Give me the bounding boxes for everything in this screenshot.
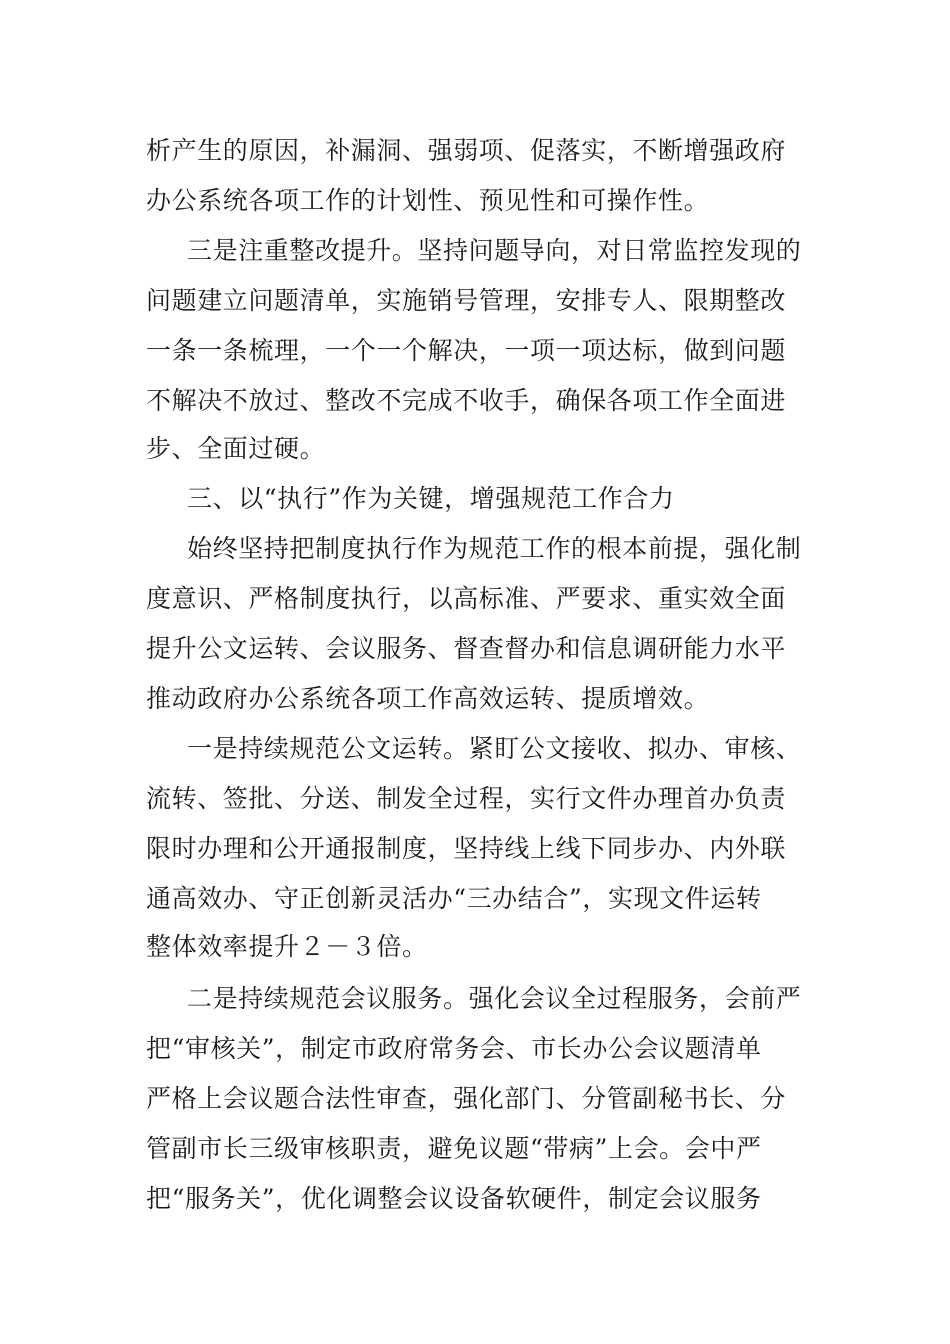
text-line: 一条一条梳理，一个一个解决，一项一项达标，做到问题	[146, 336, 787, 365]
text-line: 流转、签批、分送、制发全过程，实行文件办理首办负责	[146, 784, 787, 813]
text-line: 通高效办、守正创新灵活办“三办结合”，实现文件运转	[146, 884, 762, 913]
text-line: 问题建立问题清单，实施销号管理，安排专人、限期整改	[146, 286, 787, 315]
paragraph-start-line: 始终坚持把制度执行作为规范工作的根本前提，强化制	[187, 534, 802, 563]
text-line: 度意识、严格制度执行，以高标准、严要求、重实效全面	[146, 584, 787, 613]
text-line: 推动政府办公系统各项工作高效运转、提质增效。	[146, 684, 710, 713]
text-line: 办公系统各项工作的计划性、预见性和可操作性。	[146, 186, 710, 215]
paragraph-start-line: 二是持续规范会议服务。强化会议全过程服务，会前严	[187, 984, 802, 1013]
text-line: 限时办理和公开通报制度，坚持线上线下同步办、内外联	[146, 834, 787, 863]
paragraph-start-line: 三是注重整改提升。坚持问题导向，对日常监控发现的	[187, 236, 802, 265]
section-heading: 三、以“执行”作为关键，增强规范工作合力	[187, 484, 675, 513]
text-line: 管副市长三级审核职责，避免议题“带病”上会。会中严	[146, 1134, 762, 1163]
text-line: 把“服务关”，优化调整会议设备软硬件，制定会议服务	[146, 1184, 762, 1213]
text-line: 步、全面过硬。	[146, 434, 326, 463]
text-line: 把“审核关”，制定市政府常务会、市长办公会议题清单	[146, 1034, 762, 1063]
text-line: 严格上会议题合法性审查，强化部门、分管副秘书长、分	[146, 1084, 787, 1113]
paragraph-start-line: 一是持续规范公文运转。紧盯公文接收、拟办、审核、	[187, 734, 802, 763]
text-line: 提升公文运转、会议服务、督查督办和信息调研能力水平	[146, 634, 787, 663]
text-line: 不解决不放过、整改不完成不收手，确保各项工作全面进	[146, 386, 787, 415]
text-line: 整体效率提升２－３倍。	[146, 932, 428, 961]
text-line: 析产生的原因，补漏洞、强弱项、促落实，不断增强政府	[146, 136, 787, 165]
